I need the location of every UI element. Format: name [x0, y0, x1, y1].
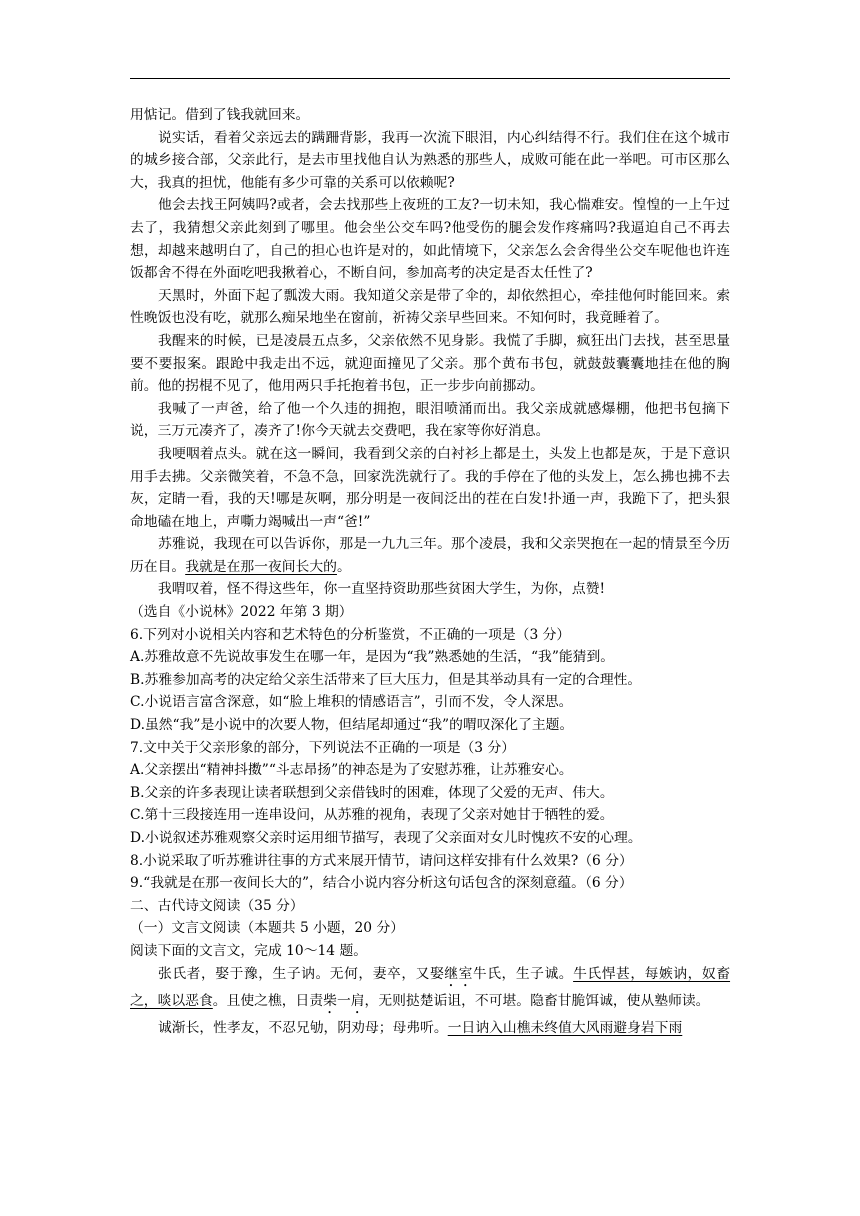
question-6: 6.下列对小说相关内容和艺术特色的分析鉴赏，不正确的一项是（3 分）: [130, 626, 571, 643]
option: A.苏雅故意不先说故事发生在哪一年，是因为“我”熟悉她的生活，“我”能猜到。: [130, 649, 615, 666]
source-note: （选自《小说林》2022 年第 3 期）: [130, 604, 353, 621]
option: C.小说语言富含深意，如“脸上堆积的情感语言”，引而不发，令人深思。: [130, 694, 573, 711]
document-page: [130, 104, 730, 1039]
paragraph: 我喊了一声爸，给了他一个久违的拥抱，眼泪喷涌而出。我父亲成就感爆棚，他把书包摘下说，三万元凑齐了，凑齐了!你今天就去交费吧，我在家等你好消息。: [130, 400, 730, 440]
question-8: 8.小说采取了听苏雅讲往事的方式来展开情节，请问这样安排有什么效果?（6 分）: [130, 852, 633, 869]
paragraph: 说实话，看着父亲远去的蹒跚背影，我再一次流下眼泪，内心纠结得不行。我们住在这个城市的城乡接合部，父亲此行，是去市里找他自认为熟悉的那些人，成败可能在此一举吧。可市区那么大，我真的担忧，他能有多少可靠的关系可以依赖呢?: [130, 129, 730, 191]
text: 张氏者，娶于豫，生子讷。无何，妻卒，又娶: [158, 965, 445, 982]
emphasized-word: 继室: [444, 965, 473, 982]
paragraph: [130, 533, 730, 578]
option: B.苏雅参加高考的决定给父亲生活带来了巨大压力，但是其举动具有一定的合理性。: [130, 671, 642, 688]
classical-paragraph: [130, 1017, 730, 1040]
option: C.第十三段接连用一连串设问，从苏雅的视角，表现了父亲对她甘于牺牲的爱。: [130, 807, 614, 824]
underlined-sentence: 牛氏悍甚，每嫉讷，奴畜之，啖以恶食: [130, 965, 731, 1009]
text: ，无则挞楚诟诅，不可堪。隐畜甘脆饵诚，使从塾师读。: [364, 992, 710, 1009]
section-title: 二、古代诗文阅读（35 分）: [130, 897, 304, 914]
paragraph-text: 苏雅说，我现在可以告诉你，那是一九九三年。那个凌晨，我和父亲哭抱在一起的情景至今历历在目。: [130, 536, 730, 575]
instructions: 阅读下面的文言文，完成 10～14 题。: [130, 942, 368, 959]
emphasized-word: 柴: [323, 992, 337, 1009]
text: 。且使之樵，日责: [212, 992, 324, 1009]
option: D.虽然“我”是小说中的次要人物，但结尾却通过“我”的喟叹深化了主题。: [130, 717, 574, 734]
paragraph: 他会去找王阿姨吗?或者，会去找那些上夜班的工友?一切未知，我心惴难安。惶惶的一上午过去了，我猜想父亲此刻到了哪里。他会坐公交车吗?他受伤的腿会发作疼痛吗?我逼迫自己不再去想，却越来越明白了，自己的担心也许是对的，如此情境下，父亲怎么会舍得坐公交车呢他也许连饭都舍不得在外面吃吧我揪着心，不断自问，参加高考的决定是否太任性了?: [130, 197, 730, 282]
classical-paragraph: [130, 963, 730, 1017]
option: D.小说叙述苏雅观察父亲时运用细节描写，表现了父亲面对女儿时愧疚不安的心理。: [130, 830, 642, 846]
paragraph: 我哽咽着点头。就在这一瞬间，我看到父亲的白衬衫上都是土，头发上也都是灰，于是下意识用手去拂。父亲微笑着，不急不急，回家洗洗就行了。我的手停在了他的头发上，怎么拂也拂不去灰，定睛一看，我的天!哪是灰啊，那分明是一夜间泛出的茬在白发!扑通一声，我跪下了，把头狠命地磕在地上，声嘶力竭喊出一声“爸!”: [130, 445, 730, 530]
underlined-sentence: 我就是在那一夜间长大的: [185, 558, 337, 575]
paragraph: 用惦记。借到了钱我就回来。: [130, 107, 310, 123]
option: A.父亲摆出“精神抖擞”“斗志昂扬”的神态是为了安慰苏雅，让苏雅安心。: [130, 762, 573, 779]
underlined-sentence: 一日讷入山樵未终值大风雨避身岩下雨: [447, 1019, 683, 1036]
option: B.父亲的许多表现让读者联想到父亲借钱时的困难，体现了父爱的无声、伟大。: [130, 784, 614, 801]
paragraph: 我喟叹着，怪不得这些年，你一直坚持资助那些贫困大学生，为你，点赞!: [158, 581, 606, 598]
text: 一: [336, 992, 351, 1009]
text: 牛氏，生子诚。: [472, 965, 574, 982]
paragraph: 我醒来的时候，已是凌晨五点多，父亲依然不见身影。我慌了手脚，疯狂出门去找，甚至思量要不要报案。跟跄中我走出不远，就迎面撞见了父亲。那个黄布书包，就鼓鼓囊囊地挂在他的胸前。他的拐棍不见了，他用两只手托抱着书包，正一步步向前挪动。: [130, 332, 730, 395]
punctuation: 。: [336, 558, 351, 575]
text: 诚渐长，性孝友，不忍兄劬，阴劝母；母弗听。: [158, 1019, 448, 1036]
emphasized-word: 肩: [350, 992, 365, 1009]
header-rule: [130, 78, 730, 79]
subsection-title: （一）文言文阅读（本题共 5 小题，20 分）: [130, 920, 405, 937]
paragraph: 天黑时，外面下起了瓢泼大雨。我知道父亲是带了伞的，却依然担心，牵挂他何时能回来。索性晚饭也没有吃，就那么痴呆地坐在窗前，祈祷父亲早些回来。不知何时，我竟睡着了。: [130, 287, 730, 327]
question-7: 7.文中关于父亲形象的部分，下列说法不正确的一项是（3 分）: [130, 739, 516, 756]
question-9: 9.“我就是在那一夜间长大的”，结合小说内容分析这句话包含的深刻意蕴。（6 分）: [130, 875, 633, 892]
